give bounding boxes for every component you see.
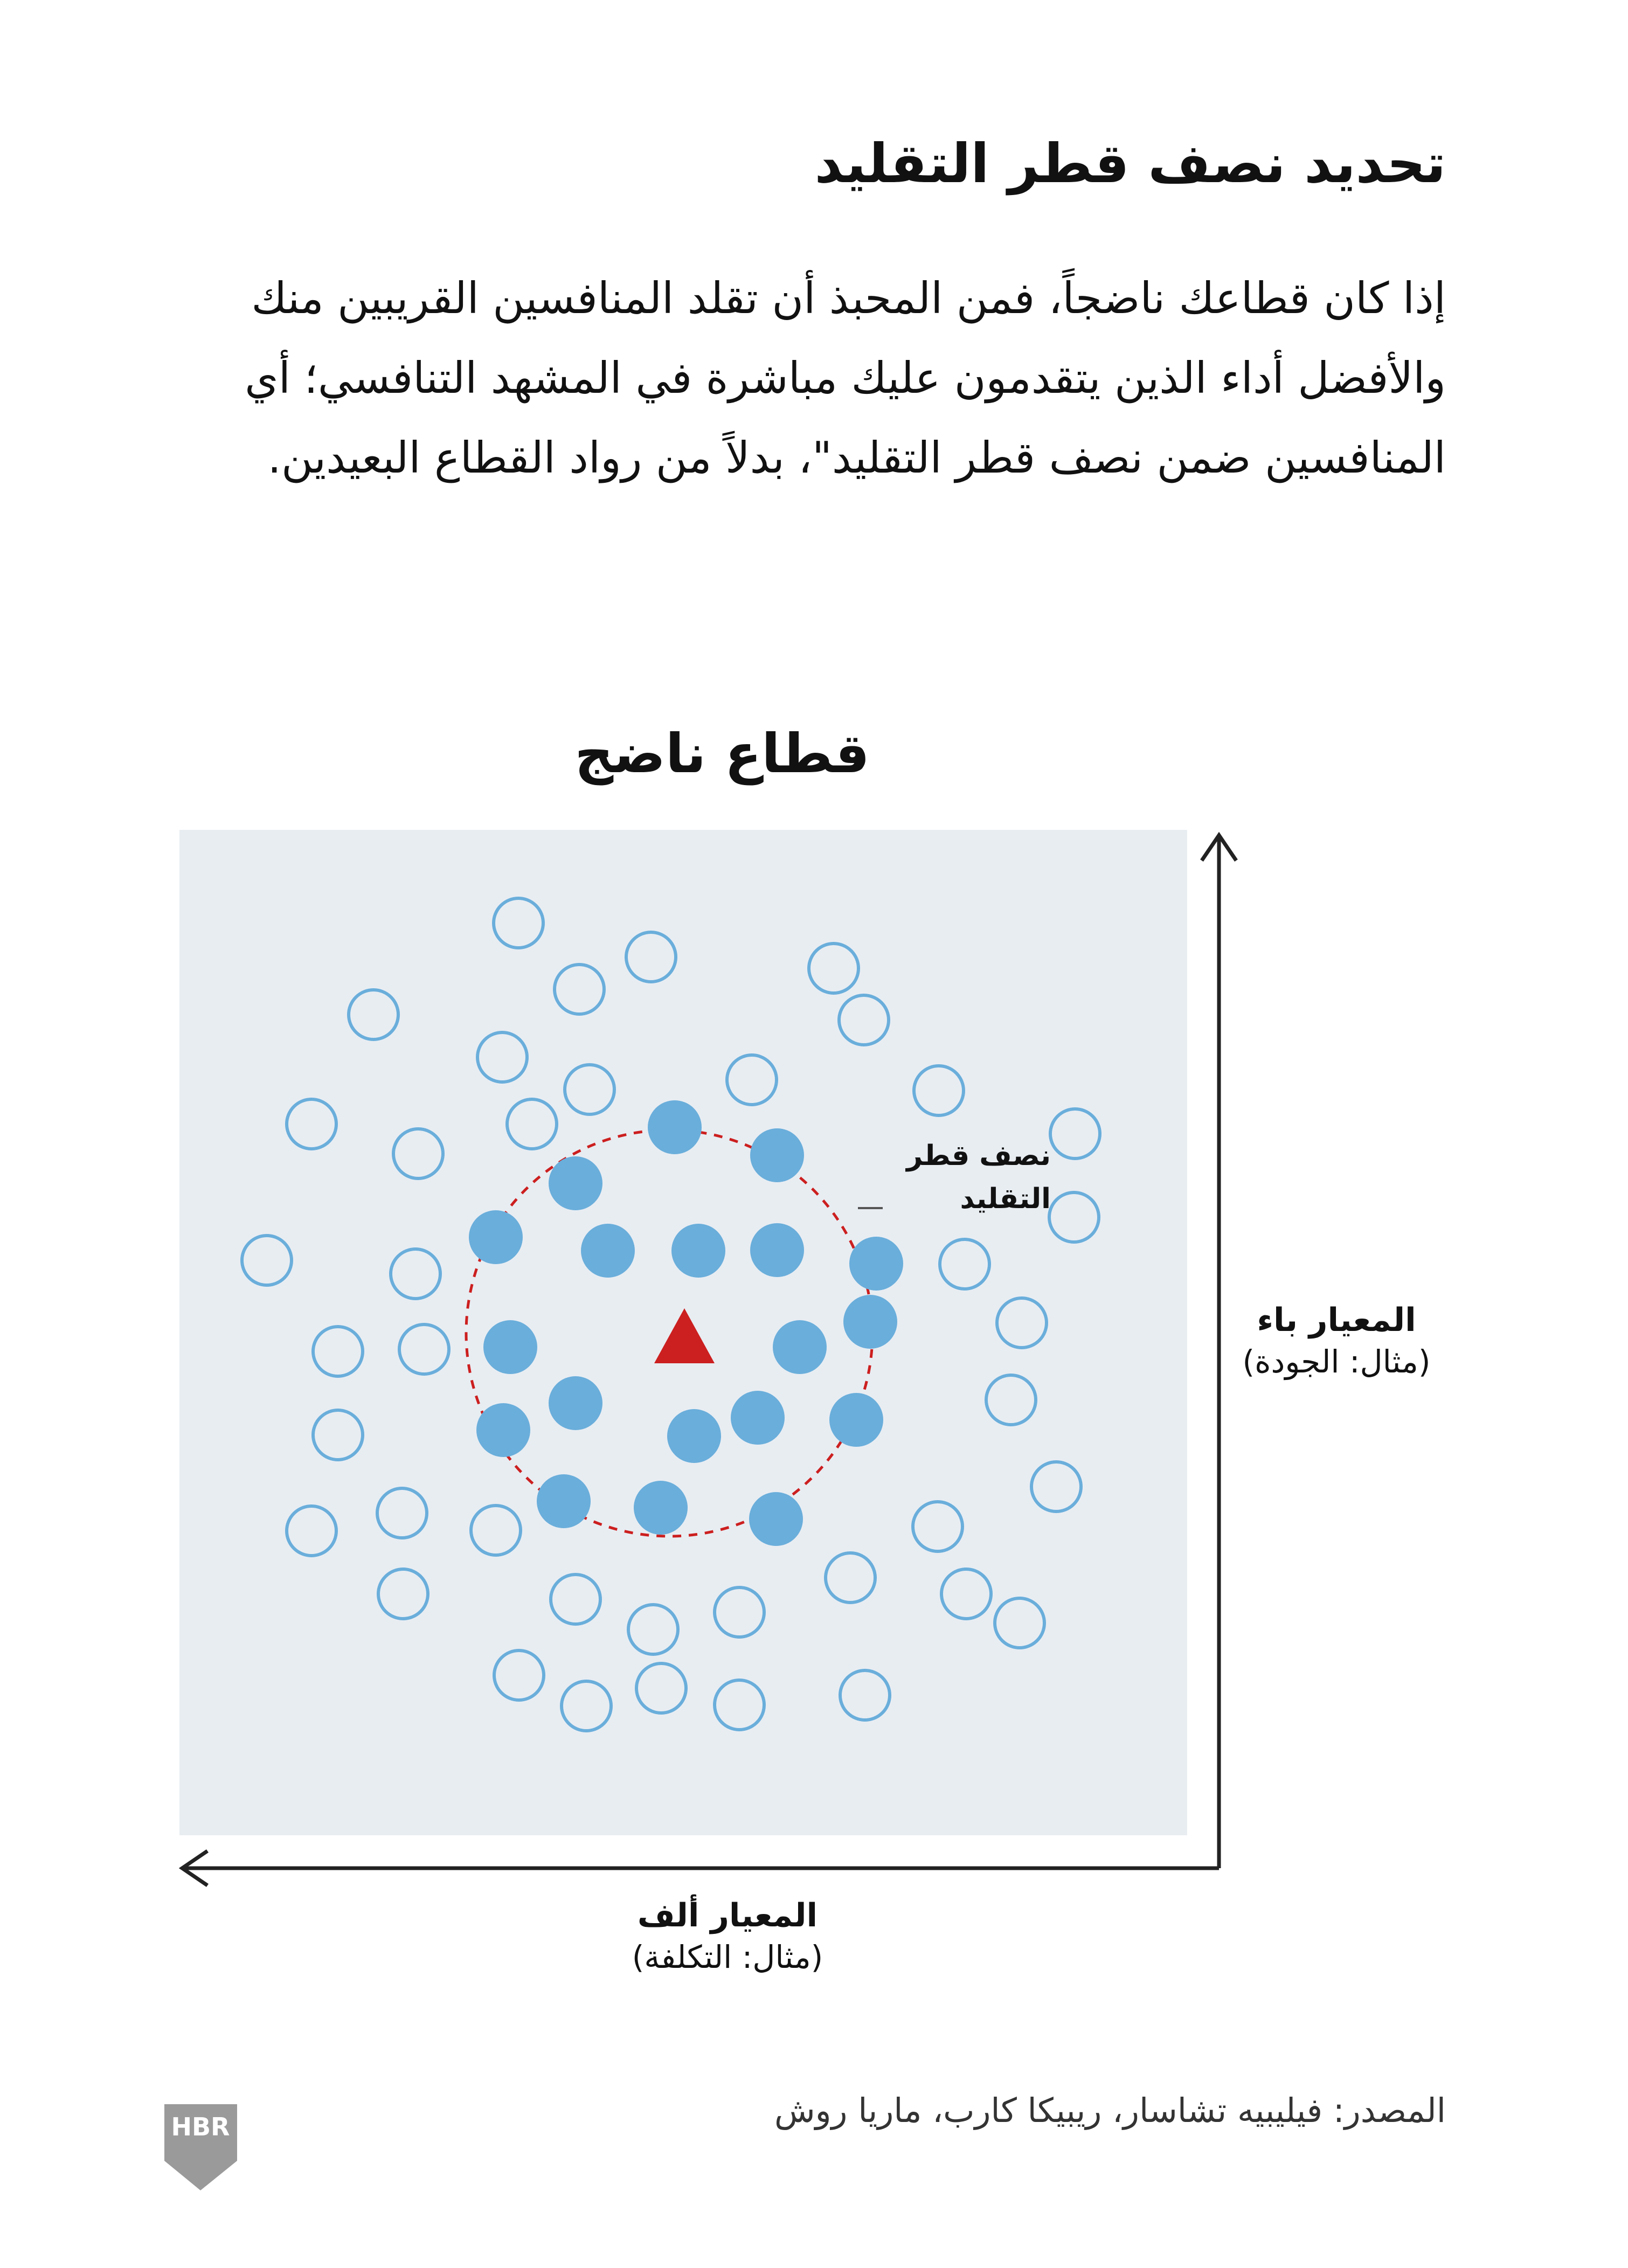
outside-competitor-circle — [287, 1506, 336, 1556]
y-axis-label — [1213, 1301, 1460, 1380]
outside-competitor-circle — [399, 1324, 449, 1374]
nearby-competitor-circle — [849, 1237, 903, 1291]
x-axis — [182, 1851, 1219, 1885]
outside-competitor-circle — [626, 932, 676, 982]
outside-competitor-circle — [242, 1236, 292, 1285]
outside-competitor-circle — [1050, 1109, 1100, 1159]
nearby-competitor-circle — [843, 1295, 897, 1349]
outside-competitor-circle — [377, 1488, 427, 1538]
nearby-competitor-circle — [549, 1156, 602, 1210]
outside-competitor-circle — [1031, 1462, 1081, 1511]
outside-competitor-circle — [565, 1065, 614, 1114]
outside-competitor-circle — [507, 1099, 557, 1149]
outside-competitor-circle — [555, 965, 604, 1014]
x-axis-title: المعيار ألف — [637, 1897, 818, 1934]
outside-competitor-circle — [471, 1506, 521, 1555]
nearby-competitor-circle — [483, 1320, 537, 1374]
y-axis-title: المعيار باء — [1257, 1301, 1416, 1339]
outside-competitor-circle — [494, 898, 543, 948]
outside-competitor-circle — [562, 1681, 611, 1731]
diagram-title: قطاع ناضج — [574, 722, 870, 785]
outside-competitor-circle — [995, 1598, 1044, 1648]
nearby-competitor-circle — [731, 1391, 785, 1445]
outside-competitor-circle — [727, 1055, 777, 1105]
outside-competitor-circle — [636, 1663, 686, 1713]
outside-competitor-circle — [913, 1502, 962, 1551]
nearby-competitor-circle — [667, 1409, 721, 1463]
hbr-logo — [164, 2104, 237, 2190]
nearby-competitor-circle — [671, 1224, 725, 1278]
x-axis-example: (مثال: التكلفة) — [632, 1939, 823, 1975]
outside-competitor-circle — [393, 1129, 443, 1178]
outside-competitor-circle — [313, 1410, 363, 1460]
outside-competitor-circle — [941, 1569, 991, 1619]
nearby-competitor-circle — [773, 1320, 827, 1374]
outside-competitor-circle — [551, 1575, 600, 1624]
nearby-competitor-circle — [648, 1100, 702, 1154]
nearby-competitor-circle — [581, 1224, 635, 1278]
outside-competitor-circle — [826, 1553, 875, 1603]
focal-company-triangle — [654, 1308, 715, 1363]
outside-competitor-circle — [715, 1680, 764, 1730]
outside-competitor-circle — [840, 1670, 890, 1720]
nearby-competitor-circle — [750, 1223, 804, 1277]
outside-competitor-circle — [809, 944, 858, 993]
source-credit: المصدر: فيليبيه تشاسار، ريبيكا كارب، ماريا روش — [774, 2091, 1446, 2130]
outside-competitor-circle — [349, 990, 398, 1039]
outside-competitor-circle — [287, 1099, 336, 1149]
outside-competitor-circle — [313, 1327, 363, 1376]
outside-competitors — [242, 898, 1100, 1731]
imitation-radius-label: نصف قطر التقليد — [906, 1140, 1051, 1215]
nearby-competitor-circle — [476, 1403, 530, 1457]
nearby-competitor-circle — [634, 1481, 688, 1535]
nearby-competitor-circle — [469, 1210, 523, 1264]
outside-competitor-circle — [940, 1239, 989, 1289]
outside-competitor-circle — [391, 1249, 440, 1299]
article-body: إذا كان قطاعك ناضجاً، فمن المحبذ أن تقلد المنافسين القريبين منك والأفضل أداء الذين يتقدمون عليك مباشرة في المشهد التنافسي؛ أي المنافسين ضمن نصف قطر التقليد"، بدلاً من رواد القطاع البعيدين. — [245, 273, 1446, 483]
outside-competitor-circle — [715, 1587, 764, 1637]
outside-competitor-circle — [477, 1032, 527, 1082]
y-axis-example: (مثال: الجودة) — [1242, 1343, 1431, 1380]
outside-competitor-circle — [628, 1605, 678, 1654]
hbr-logo-text: HBR — [171, 2112, 230, 2141]
nearby-competitor-circle — [537, 1474, 591, 1528]
outside-competitor-circle — [986, 1375, 1036, 1425]
outside-competitor-circle — [997, 1298, 1047, 1348]
nearby-competitor-circle — [549, 1376, 602, 1430]
outside-competitor-circle — [914, 1066, 964, 1115]
nearby-competitor-circle — [829, 1393, 883, 1447]
nearby-competitor-circle — [749, 1492, 803, 1546]
outside-competitor-circle — [839, 995, 889, 1045]
article-heading: تحديد نصف قطر التقليد — [814, 132, 1446, 195]
outside-competitor-circle — [1049, 1192, 1099, 1242]
outside-competitor-circle — [494, 1650, 544, 1700]
nearby-competitor-circle — [750, 1128, 804, 1182]
x-axis-label — [577, 1897, 878, 1975]
outside-competitor-circle — [378, 1569, 428, 1619]
